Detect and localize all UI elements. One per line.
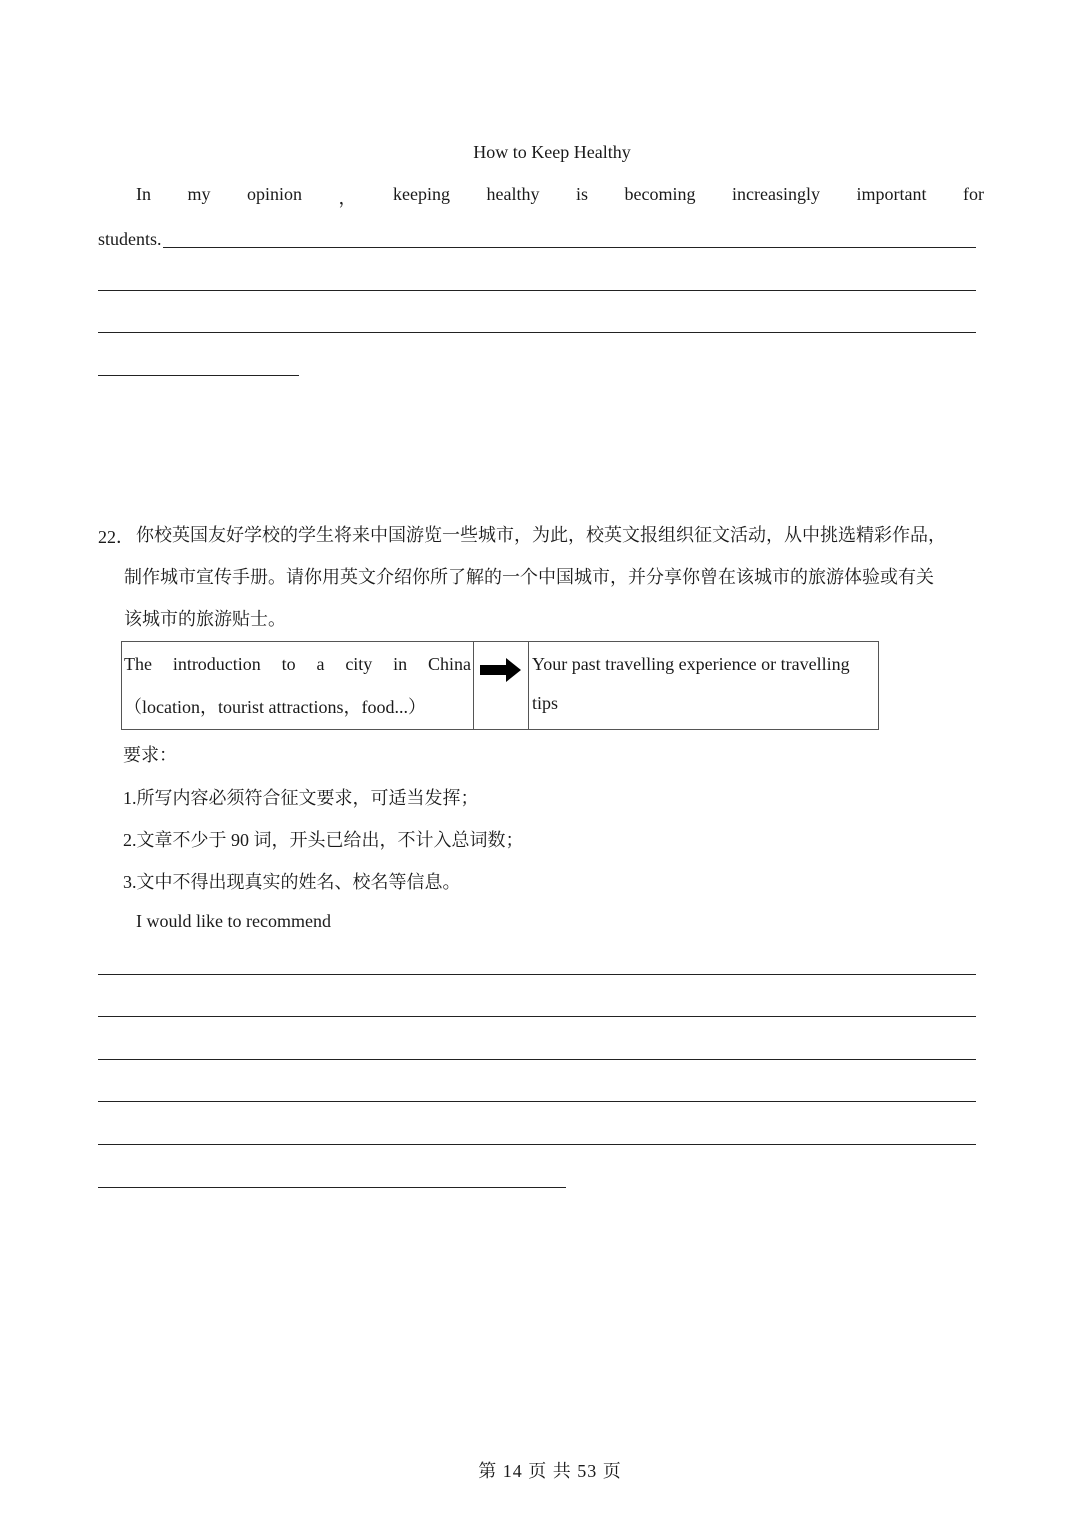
answer-line[interactable]	[98, 226, 976, 248]
opening-sentence-line	[136, 184, 984, 210]
answer-blank	[163, 246, 976, 248]
table-word: in	[393, 654, 408, 674]
table-cell-introduction	[122, 642, 474, 729]
table-word: to	[281, 654, 296, 674]
question-prompt	[124, 514, 986, 640]
requirements-heading: 要求：	[123, 745, 177, 765]
requirement-item: 1.所写内容必须符合征文要求，可适当发挥；	[123, 788, 479, 808]
answer-line[interactable]	[98, 1016, 976, 1017]
opening-word: for	[962, 184, 984, 204]
table-word: introduction	[172, 654, 261, 674]
answer-line[interactable]	[98, 1187, 566, 1188]
answer-line[interactable]	[98, 290, 976, 291]
table-cell-experience	[529, 642, 878, 729]
opening-word: important	[856, 184, 927, 204]
opening-word: ，	[338, 188, 357, 208]
answer-line[interactable]	[98, 1059, 976, 1060]
opening-word: becoming	[624, 184, 696, 204]
answer-line[interactable]	[98, 1144, 976, 1145]
answer-line[interactable]	[98, 332, 976, 333]
opening-word: my	[187, 184, 211, 204]
requirement-item: 3.文中不得出现真实的姓名、校名等信息。	[123, 872, 461, 892]
answer-line[interactable]	[98, 974, 976, 975]
table-cell-arrow	[474, 642, 529, 729]
requirement-item: 2.文章不少于 90 词，开头已给出，不计入总词数；	[123, 830, 524, 850]
opening-continuation: students.	[98, 229, 162, 249]
opening-word: healthy	[486, 184, 540, 204]
question-line: 该城市的旅游贴士。	[124, 609, 286, 629]
page-footer: 第 14 页 共 53 页	[478, 1461, 622, 1481]
table-word: The	[124, 654, 152, 674]
opening-sentence: I would like to recommend	[136, 911, 331, 931]
table-word: a	[316, 654, 325, 674]
question-line: 你校英国友好学校的学生将来中国游览一些城市，为此，校英文报组织征文活动，从中挑选精彩作品，	[136, 525, 946, 545]
answer-line[interactable]	[98, 1101, 976, 1102]
question-line: 制作城市宣传手册。请你用英文介绍你所了解的一个中国城市，并分享你曾在该城市的旅游体验或有关	[124, 567, 934, 587]
table-word: city	[345, 654, 373, 674]
essay-title: How to Keep Healthy	[473, 142, 631, 162]
right-arrow-icon	[480, 657, 522, 683]
table-cell-text: tips	[532, 693, 559, 713]
opening-word: opinion	[247, 184, 303, 204]
outline-table	[121, 641, 879, 730]
table-cell-subtext: （location，tourist attractions，food...）	[124, 697, 426, 717]
question-number: 22．	[98, 527, 134, 547]
opening-word: is	[576, 184, 589, 204]
table-cell-text: Your past travelling experience or travelling	[532, 654, 850, 674]
table-word: China	[427, 654, 471, 674]
answer-line[interactable]	[98, 375, 299, 376]
opening-word: keeping	[393, 184, 451, 204]
opening-word: increasingly	[732, 184, 820, 204]
opening-word: In	[136, 184, 151, 204]
